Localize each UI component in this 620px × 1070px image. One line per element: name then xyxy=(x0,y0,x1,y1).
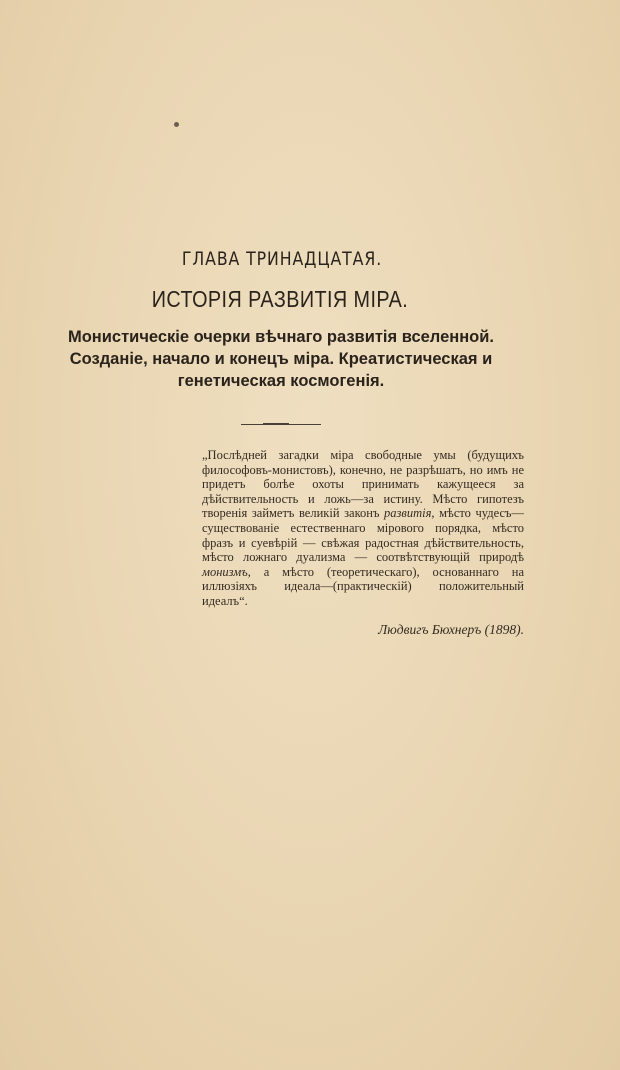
chapter-number: ГЛАВА ТРИНАДЦАТАЯ. xyxy=(181,248,383,270)
chapter-title: ИСТОРІЯ РАЗВИТІЯ МІРА. xyxy=(151,286,409,312)
chapter-subtitle: Монистическіе очерки вѣчнаго развитія вселенной. Созданіе, начало и конецъ міра. Креатистическая и генетическая космогенія. xyxy=(67,328,494,390)
epigraph-part-3: , а мѣсто (теоретическаго), основаннаго на иллюзіяхъ идеала—(практическій) положительный идеалъ“. xyxy=(202,564,524,608)
epigraph-emphasis-2: монизмъ xyxy=(202,564,248,579)
epigraph-part-2: , мѣсто чудесъ—существованіе естественнаго мірового порядка, мѣсто фразъ и суевѣрій — свѣжая радостная дѣйствительность, мѣсто ложнаго дуализма — соотвѣтствующій природѣ xyxy=(202,506,524,565)
divider-rule xyxy=(241,424,321,425)
epigraph-emphasis-1: развитія xyxy=(384,506,432,521)
epigraph-part-1: „Послѣдней загадки міра свободные умы (будущихъ философовъ-монистовъ), конечно, не разрѣшатъ, но имъ не придетъ болѣе охоты принимать кажущееся за дѣйствительность и ложь—за истину. Мѣсто гипотезъ творенія займетъ великій законъ xyxy=(202,448,524,521)
epigraph-author: Людвигъ Бюхнеръ (1898). xyxy=(378,622,524,637)
ink-speck xyxy=(174,122,179,127)
epigraph-text xyxy=(202,448,524,609)
